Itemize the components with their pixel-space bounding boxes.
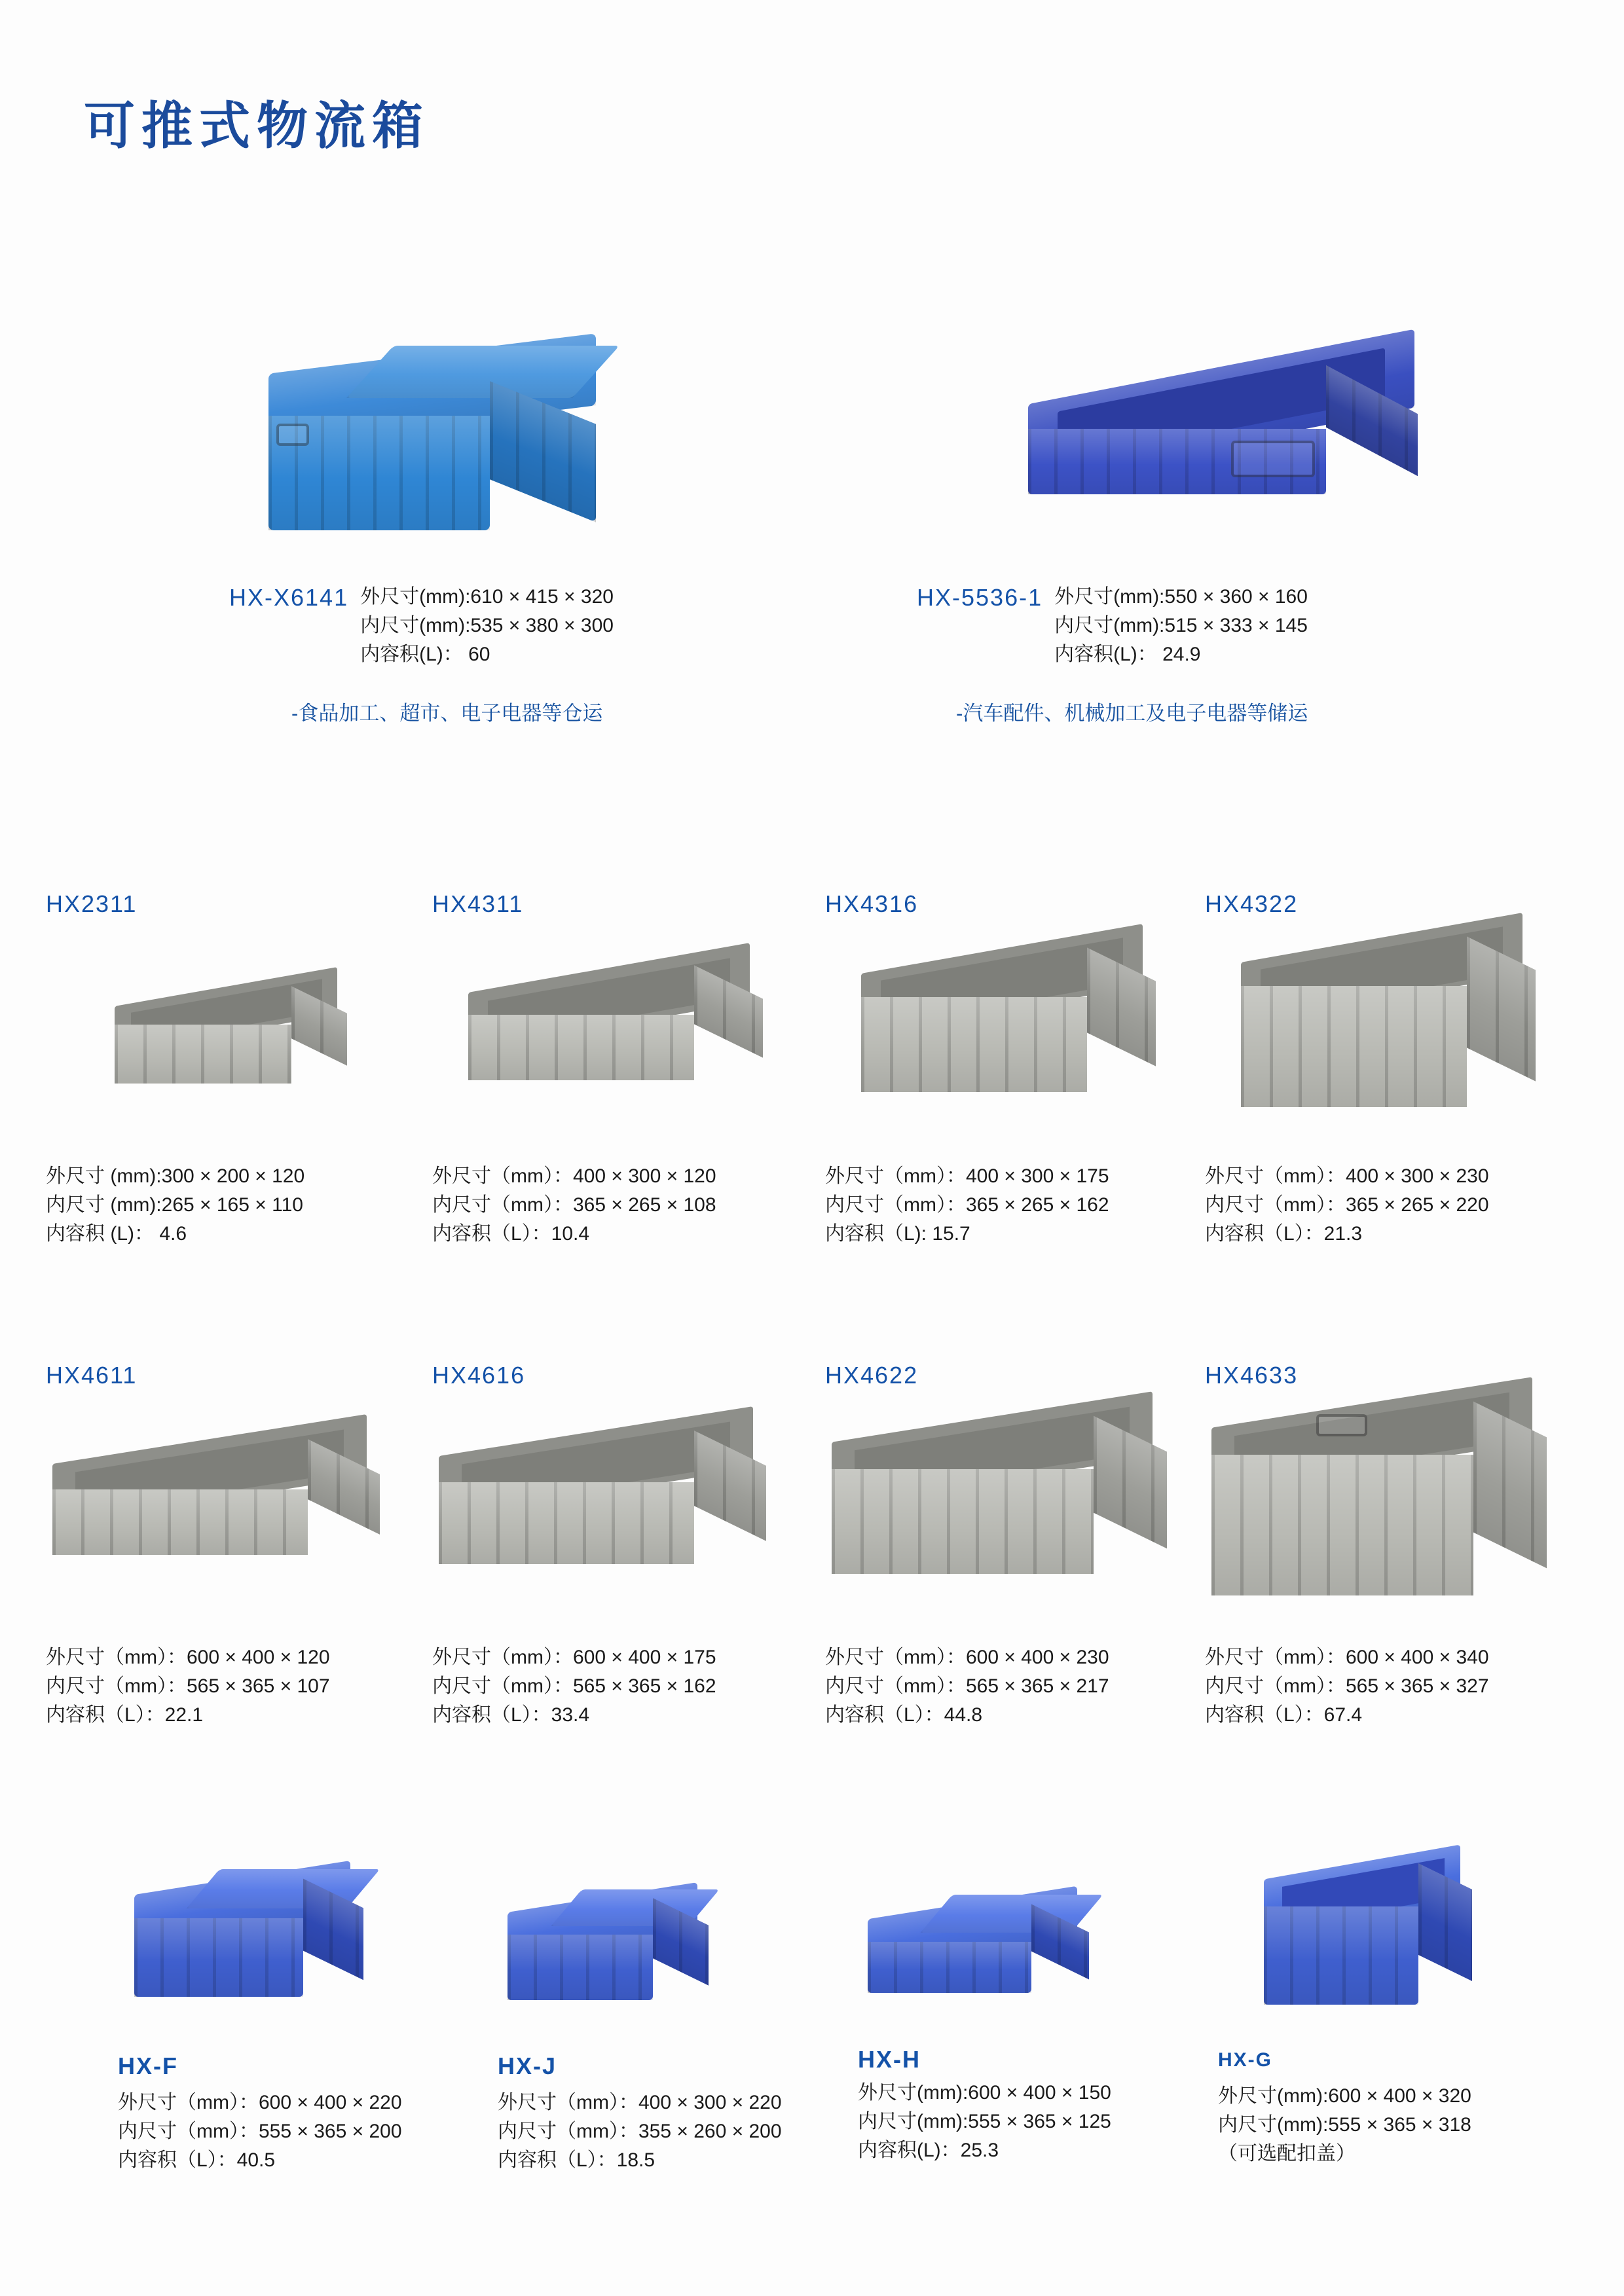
inner-dimensions: 内尺寸(mm):515 × 333 × 145 <box>1054 615 1308 636</box>
model-label: HX2311 <box>46 890 138 917</box>
inner-dimensions: 内尺寸 (mm):265 × 165 × 110 <box>46 1194 303 1216</box>
product-specs-hx4622 <box>825 1643 1211 1730</box>
volume: 内容积（L）：40.5 <box>118 2149 276 2171</box>
outer-dimensions: 外尺寸（mm）：400 × 300 × 120 <box>432 1165 716 1187</box>
volume: 内容积（L）：44.8 <box>825 1704 983 1726</box>
model-label: HX-X6141 <box>229 584 349 611</box>
product-card-hx4616 <box>432 1362 819 1781</box>
crate-side-face <box>1473 1402 1547 1569</box>
inner-dimensions: 内尺寸（mm）：365 × 265 × 108 <box>432 1194 716 1216</box>
inner-dimensions: 内尺寸(mm):555 × 365 × 125 <box>858 2111 1111 2132</box>
inner-dimensions: 内尺寸（mm）：565 × 365 × 217 <box>825 1675 1109 1697</box>
product-image-hx-g <box>1251 1853 1539 2043</box>
crate-front-face <box>468 1015 694 1080</box>
product-image-hx-h <box>858 1892 1159 2036</box>
volume: 内容积（L）：10.4 <box>432 1223 590 1245</box>
inner-dimensions: 内尺寸（mm）：565 × 365 × 162 <box>432 1675 716 1697</box>
product-image-hx4611 <box>46 1427 419 1624</box>
model-label: HX-G <box>1218 2049 1272 2071</box>
inner-dimensions: 内尺寸(mm):555 × 365 × 318 <box>1218 2114 1471 2136</box>
product-specs-hx-j <box>498 2088 851 2175</box>
volume: 内容积（L): 15.7 <box>825 1223 970 1245</box>
model-label: HX4611 <box>46 1362 138 1389</box>
crate-front-face <box>1241 986 1467 1107</box>
crate-handle <box>1316 1414 1367 1436</box>
inner-dimensions: 内尺寸(mm):535 × 380 × 300 <box>360 615 614 636</box>
product-image-hx-x6141 <box>262 340 681 563</box>
optional-lid-note: （可选配扣盖） <box>1218 2143 1356 2164</box>
model-label: HX4311 <box>432 890 524 917</box>
model-label: HX4616 <box>432 1362 526 1389</box>
outer-dimensions: 外尺寸(mm):600 × 400 × 320 <box>1218 2085 1471 2107</box>
product-card-hx4633 <box>1205 1362 1598 1781</box>
product-specs-hx-g <box>1218 2082 1585 2168</box>
crate-handle <box>1231 441 1315 477</box>
usage-note: -食品加工、超市、电子电器等仓运 <box>291 702 603 725</box>
product-specs-hx4616 <box>432 1643 819 1730</box>
crate-front-face <box>1211 1455 1473 1595</box>
outer-dimensions: 外尺寸（mm）：600 × 400 × 220 <box>118 2092 402 2113</box>
outer-dimensions: 外尺寸（mm）：400 × 300 × 175 <box>825 1165 1109 1187</box>
product-specs-hx-h <box>858 2079 1211 2165</box>
volume: 内容积（L）：33.4 <box>432 1704 590 1726</box>
product-image-hx4616 <box>432 1421 805 1624</box>
product-card-hx4311 <box>432 890 819 1309</box>
volume: 内容积(L)： 60 <box>360 644 490 665</box>
crate-front-face <box>507 1935 653 2000</box>
crate-front-face <box>439 1482 694 1564</box>
product-image-hx4316 <box>845 939 1185 1142</box>
inner-dimensions: 内尺寸（mm）：365 × 265 × 162 <box>825 1194 1109 1216</box>
outer-dimensions: 外尺寸（mm）：400 × 300 × 220 <box>498 2092 782 2113</box>
inner-dimensions: 内尺寸（mm）：555 × 365 × 200 <box>118 2121 402 2142</box>
inner-dimensions: 内尺寸（mm）：565 × 365 × 107 <box>46 1675 330 1697</box>
volume: 内容积（L）：67.4 <box>1205 1704 1363 1726</box>
product-specs-hx-x6141 <box>229 583 753 726</box>
volume: 内容积（L）：18.5 <box>498 2149 655 2171</box>
volume: 内容积(L)：25.3 <box>858 2140 999 2161</box>
outer-dimensions: 外尺寸（mm）：600 × 400 × 120 <box>46 1647 330 1668</box>
volume: 内容积（L）：22.1 <box>46 1704 204 1726</box>
product-image-hx4311 <box>452 956 792 1146</box>
crate-front-face <box>134 1918 303 1997</box>
model-label: HX4622 <box>825 1362 919 1389</box>
outer-dimensions: 外尺寸（mm）：600 × 400 × 175 <box>432 1647 716 1668</box>
volume: 内容积(L)： 24.9 <box>1054 644 1201 665</box>
crate-front-face <box>52 1489 308 1555</box>
product-image-hx4322 <box>1225 930 1572 1146</box>
page-title: 可推式物流箱 <box>84 97 430 156</box>
product-card-top-2 <box>917 340 1480 725</box>
inner-dimensions: 内尺寸（mm）：355 × 260 × 200 <box>498 2121 782 2142</box>
product-card-hx4316 <box>825 890 1211 1309</box>
outer-dimensions: 外尺寸(mm):550 × 360 × 160 <box>1054 586 1308 608</box>
volume: 内容积 (L)： 4.6 <box>46 1223 187 1245</box>
product-image-hx4622 <box>825 1408 1205 1624</box>
product-image-hx2311 <box>101 972 377 1136</box>
product-card-hx-g <box>1211 1853 1578 2272</box>
outer-dimensions: 外尺寸 (mm):300 × 200 × 120 <box>46 1165 305 1187</box>
crate-front-face <box>832 1469 1094 1574</box>
crate-front-face <box>115 1025 291 1084</box>
product-card-hx4322 <box>1205 890 1598 1309</box>
model-label: HX-J <box>498 2052 557 2079</box>
product-image-hx4633 <box>1205 1394 1591 1630</box>
product-specs-hx2311 <box>46 1162 413 1248</box>
product-specs-hx-f <box>118 2088 485 2175</box>
product-image-hx-j <box>498 1886 799 2036</box>
outer-dimensions: 外尺寸(mm):600 × 400 × 150 <box>858 2082 1111 2104</box>
outer-dimensions: 外尺寸（mm）：400 × 300 × 230 <box>1205 1165 1489 1187</box>
product-card-hx-j <box>491 1886 845 2278</box>
model-label: HX-H <box>858 2046 921 2073</box>
crate-front-face <box>861 997 1087 1092</box>
crate-front-face <box>868 1942 1031 1993</box>
model-label: HX-F <box>118 2052 178 2079</box>
outer-dimensions: 外尺寸（mm）：600 × 400 × 340 <box>1205 1647 1489 1668</box>
product-card-hx-h <box>851 1886 1205 2278</box>
crate-side-face <box>1094 1416 1167 1549</box>
inner-dimensions: 内尺寸（mm）：365 × 265 × 220 <box>1205 1194 1489 1216</box>
volume: 内容积（L）：21.3 <box>1205 1223 1363 1245</box>
model-label: HX-5536-1 <box>917 584 1043 611</box>
outer-dimensions: 外尺寸(mm):610 × 415 × 320 <box>360 586 614 608</box>
model-label: HX4633 <box>1205 1362 1299 1389</box>
product-specs-hx4322 <box>1205 1162 1598 1248</box>
product-card-hx-f <box>111 1866 478 2259</box>
crate-front-face <box>1264 1906 1418 2005</box>
product-image-hx-f <box>124 1866 439 2030</box>
crate-side-face <box>1087 947 1156 1066</box>
crate-side-face <box>1467 936 1536 1081</box>
inner-dimensions: 内尺寸（mm）：565 × 365 × 327 <box>1205 1675 1489 1697</box>
product-specs-hx4611 <box>46 1643 426 1730</box>
model-label: HX4316 <box>825 890 919 917</box>
model-label: HX4322 <box>1205 890 1299 917</box>
usage-note: -汽车配件、机械加工及电子电器等储运 <box>956 702 1308 725</box>
outer-dimensions: 外尺寸（mm）：600 × 400 × 230 <box>825 1647 1109 1668</box>
product-image-hx-5536-1 <box>1008 360 1454 556</box>
product-card-hx4611 <box>46 1362 426 1781</box>
product-specs-hx4316 <box>825 1162 1211 1248</box>
product-card-hx2311 <box>46 890 413 1309</box>
crate-front-face <box>268 416 490 530</box>
crate-side-face <box>1418 1863 1472 1981</box>
product-specs-hx-5536-1 <box>917 583 1506 726</box>
product-specs-hx4633 <box>1205 1643 1598 1730</box>
product-specs-hx4311 <box>432 1162 819 1248</box>
crate-front-face <box>1028 429 1326 494</box>
product-card-hx4622 <box>825 1362 1211 1781</box>
product-card-top-1 <box>229 340 747 725</box>
